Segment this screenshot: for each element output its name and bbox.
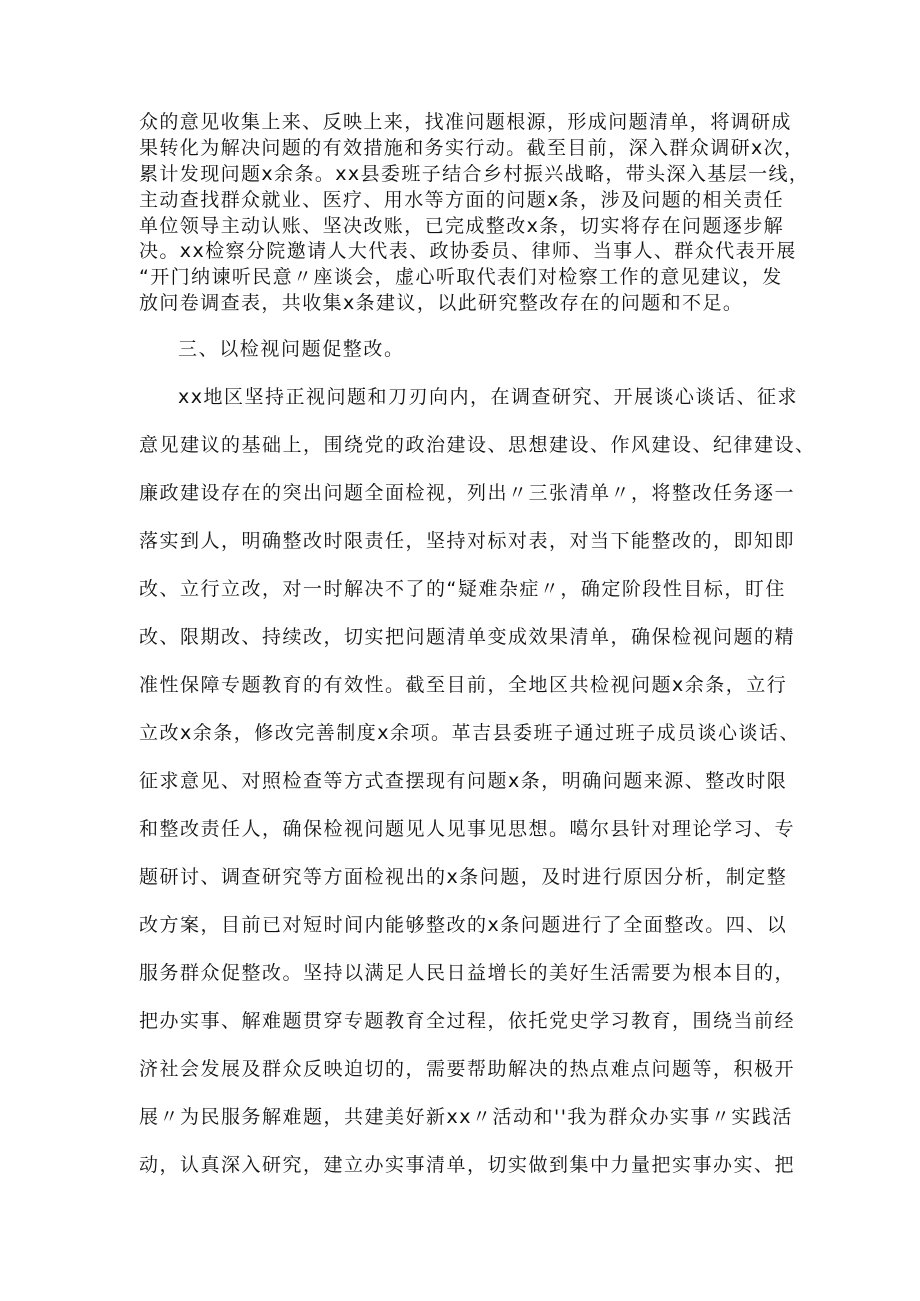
text-line: 把办实事、解难题贯穿专题教育全过程，依托党史学习教育，围绕当前经 xyxy=(139,1010,796,1032)
text-line: 服务群众促整改。坚持以满足人民日益增长的美好生活需要为根本目的， xyxy=(139,962,796,984)
text-line: 主动查找群众就业、医疗、用水等方面的问题x条，涉及问题的相关责任 xyxy=(139,189,785,211)
text-line: 果转化为解决问题的有效措施和务实行动。截至目前，深入群众调研x次， xyxy=(139,137,805,159)
text-line: 题研讨、调查研究等方面检视出的x条问题，及时进行原因分析，制定整 xyxy=(139,866,788,888)
text-line: xx地区坚持正视问题和刀刃向内，在调查研究、开展谈心谈话、征求 xyxy=(178,386,798,408)
text-line: 动，认真深入研究，建立办实事清单，切实做到集中力量把实事办实、把 xyxy=(139,1154,796,1176)
text-line: 放问卷调查表，共收集x条建议，以此研究整改存在的问题和不足。 xyxy=(139,292,744,314)
text-line: 济社会发展及群众反映迫切的，需要帮助解决的热点难点问题等，积极开 xyxy=(139,1058,796,1080)
text-line: 落实到人，明确整改时限责任，坚持对标对表，对当下能整改的，即知即 xyxy=(139,530,796,552)
text-line: 众的意见收集上来、反映上来，找准问题根源，形成问题清单，将调研成 xyxy=(139,111,792,133)
text-line: 立改x余条，修改完善制度x余项。革吉县委班子通过班子成员谈心谈话、 xyxy=(139,722,800,744)
text-line: 单位领导主动认账、坚决改账，已完成整改x条，切实将存在问题逐步解 xyxy=(139,215,785,237)
text-line: 改、限期改、持续改，切实把问题清单变成效果清单，确保检视问题的精 xyxy=(139,626,796,648)
text-line: 改方案，目前已对短时间内能够整改的x条问题进行了全面整改。四、以 xyxy=(139,914,788,936)
section-heading: 三、以检视问题促整改。 xyxy=(178,338,405,360)
text-line: 累计发现问题x余条。xx县委班子结合乡村振兴战略，带头深入基层一线， xyxy=(139,163,810,185)
text-line: 征求意见、对照检查等方式查摆现有问题x条，明确问题来源、整改时限 xyxy=(139,770,788,792)
text-line: 改、立行立改，对一时解决不了的“疑难杂症〃，确定阶段性目标，盯住 xyxy=(139,578,786,600)
text-line: 廉政建设存在的突出问题全面检视，列出〃三张清单〃，将整改任务逐一 xyxy=(139,482,796,504)
text-line: 和整改责任人，确保检视问题见人见事见思想。噶尔县针对理论学习、专 xyxy=(139,818,796,840)
text-line: 展〃为民服务解难题，共建美好新xx〃活动和''我为群众办实事〃实践活 xyxy=(139,1106,793,1128)
text-line: “开门纳谏听民意〃座谈会，虚心听取代表们对检察工作的意见建议，发 xyxy=(139,266,783,288)
text-line: 准性保障专题教育的有效性。截至目前，全地区共检视问题x余条，立行 xyxy=(139,674,788,696)
text-line: 意见建议的基础上，围绕党的政治建设、思想建设、作风建设、纪律建设、 xyxy=(139,434,816,456)
text-line: 决。xx检察分院邀请人大代表、政协委员、律师、当事人、群众代表开展 xyxy=(139,240,797,262)
